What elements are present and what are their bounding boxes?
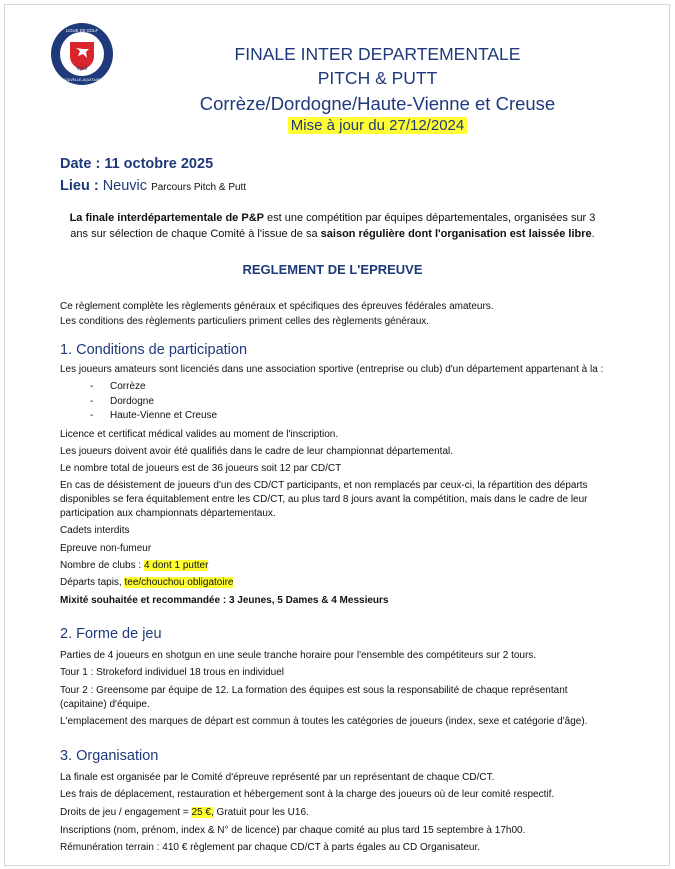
fumeur-line: Epreuve non-fumeur	[60, 543, 152, 554]
list-item: - Corrèze	[90, 381, 146, 392]
update-note	[120, 117, 635, 134]
event-date: Date : 11 octobre 2025	[60, 156, 214, 172]
title-line2: PITCH & PUTT	[317, 68, 438, 88]
desistement-paragraph: En cas de désistement de joueurs d'un des CD/CT participants, et non remplacés par ceux-ci, la répartition des départs disponibles se fera équitablement entre les CD/CT, au plus tard 8 jours avant la compétition, mais dans le cadre de leur participation aux championnats départementaux.	[60, 480, 588, 519]
intro-part1: La finale interdépartementale de P&P	[69, 212, 264, 224]
forme-line-1: Parties de 4 joueurs en shotgun en une seule tranche horaire pour l'ensemble des compétiteurs sur 2 tours.	[60, 650, 537, 661]
preamble-line-2: Les conditions des règlements particuliers priment celles des règlements généraux.	[60, 316, 430, 327]
ligue-golf-logo	[50, 22, 114, 86]
cadets-line: Cadets interdits	[60, 525, 130, 536]
forme-line-3: Tour 2 : Greensome par équipe de 12. La formation des équipes est sous la responsabilité de chaque représentant (capitaine) d'équipe.	[60, 685, 568, 710]
intro-paragraph	[60, 210, 605, 242]
departement-name: Haute-Vienne et Creuse	[110, 410, 218, 421]
section1-title: 1. Conditions de participation	[60, 342, 248, 358]
departs-value: tee/chouchou obligatoire	[124, 577, 234, 588]
droits-line	[60, 806, 615, 820]
intro-part2: est une compétition par équipes départementales, organisées sur 3 ans sur sélection de chaque Comité à l'issue de sa	[70, 212, 596, 240]
lieu-value: Neuvic	[102, 178, 148, 194]
forme-line-2: Tour 1 : Strokeford individuel 18 trous en individuel	[60, 667, 285, 678]
licence-line: Licence et certificat médical valides au moment de l'inscription.	[60, 429, 339, 440]
inscriptions-line: Inscriptions (nom, prénom, index & N° de licence) par chaque comité au plus tard 15 septembre à 17h00.	[60, 825, 526, 836]
title-line3: Corrèze/Dordogne/Haute-Vienne et Creuse	[199, 93, 556, 114]
section2-title: 2. Forme de jeu	[60, 626, 162, 642]
logo-mark-text: flgolf	[76, 66, 88, 72]
clubs-label: Nombre de clubs :	[60, 560, 144, 571]
preamble-line-1: Ce règlement complète les règlements généraux et spécifiques des épreuves fédérales amateurs.	[60, 301, 494, 312]
total-joueurs-line: Le nombre total de joueurs est de 36 joueurs soit 12 par CD/CT	[60, 463, 342, 474]
departs-line	[60, 576, 615, 590]
event-lieu	[60, 178, 246, 194]
departement-name: Corrèze	[110, 381, 146, 392]
clubs-line	[60, 559, 615, 573]
departement-name: Dordogne	[110, 396, 154, 407]
droits-suffix: Gratuit pour les U16.	[213, 807, 309, 818]
list-item: - Dordogne	[90, 396, 154, 407]
mixite-line: Mixité souhaitée et recommandée : 3 Jeunes, 5 Dames & 4 Messieurs	[60, 595, 389, 606]
remuneration-line: Rémunération terrain : 410 € règlement par chaque CD/CT à parts égales au CD Organisateur.	[60, 842, 481, 853]
list-item: - Haute-Vienne et Creuse	[90, 410, 218, 421]
orga-line-2: Les frais de déplacement, restauration et hébergement sont à la charge des joueurs où de leur comité respectif.	[60, 789, 555, 800]
droits-value: 25 €,	[191, 807, 214, 818]
departs-label: Départs tapis,	[60, 577, 125, 588]
intro-part3: saison régulière dont l'organisation est laissée libre	[320, 228, 592, 240]
lieu-detail: Parcours Pitch & Putt	[151, 182, 247, 193]
section3-title: 3. Organisation	[60, 748, 159, 764]
forme-line-4: L'emplacement des marques de départ est commun à toutes les catégories de joueurs (index, sexe et catégorie d'âge).	[60, 716, 588, 727]
orga-line-1: La finale est organisée par le Comité d'épreuve représenté par un représentant de chaque CD/CT.	[60, 772, 495, 783]
droits-label: Droits de jeu / engagement =	[60, 807, 192, 818]
logo-bottom-text: NOUVELLE-AQUITAINE	[62, 78, 102, 82]
lieu-label: Lieu :	[60, 178, 99, 194]
title-line1: FINALE INTER DEPARTEMENTALE	[234, 44, 521, 64]
qualif-line: Les joueurs doivent avoir été qualifiés dans le cadre de leur championnat départemental.	[60, 446, 454, 457]
update-highlight: Mise à jour du 27/12/2024	[288, 117, 467, 134]
intro-part4: .	[591, 228, 595, 240]
section1-lead: Les joueurs amateurs sont licenciés dans une association sportive (entreprise ou club) d'un département appartenant à la :	[60, 364, 604, 375]
reglement-title: REGLEMENT DE L'EPREUVE	[242, 262, 423, 277]
logo-top-text: LIGUE DE GOLF	[65, 28, 99, 33]
clubs-value: 4 dont 1 putter	[143, 560, 209, 571]
